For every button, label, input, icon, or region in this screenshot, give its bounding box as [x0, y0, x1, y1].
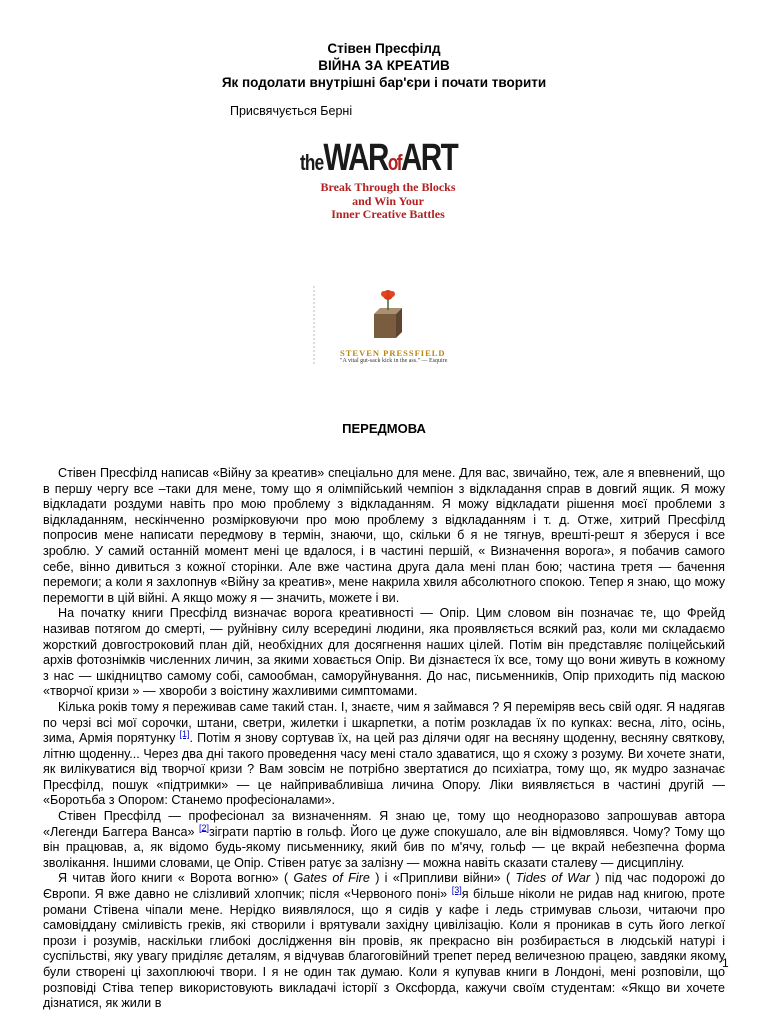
cover-logo: theWARofART [300, 137, 458, 179]
section-heading: ПЕРЕДМОВА [342, 421, 426, 436]
cover-author: STEVEN PRESSFIELD [340, 348, 446, 358]
paragraph: Стівен Пресфілд написав «Війну за креатив» спеціально для мене. Для вас, звичайно, теж, але я впевнений, що в першу чергу все –таки для мене, тому що я олімпійський чемпіон з відкладання справ в довгий ящик. Я можу відкладати роздуми навіть про мою проблему з відкладанням. Я можу відкладати рішення моєї проблеми з відкладанням, нескінченно розмірковуючи про мою проблему з відкладанням і т. д. Отже, хитрий Пресфілд попросив мене написати передмову в термін, знаючи, що, скільки б я не тягнув, врешті-решт я зберуся і все зроблю. У самий останній момент мені це вдалося, і в частині першій, « Визначення ворога», я побачив самого себе, вінно дивиться з кожної сторінки. Але вже частина друга дала мені план бою; частина третя — бачення перемоги; а коли я захлопнув «Війну за креатив», мене накрила хвиля абсолютного спокою. Тепер я знаю, що можу перемогти в цій війні. А якщо можу я — значить, можете і ви. [43, 466, 725, 605]
paragraph: Я читав його книги « Ворота вогню» ( Gates of Fire ) і «Припливи війни» ( Tides of War ) під час подорожі до Європи. Я вже давно не слізливий хлопчик; після «Червоного поні» [3]я більше ніколи не ридав над книгою, проте романи Стівена чіпали мене. Нерідко виявлялося, що я сидів у кафе і ледь стримував сльози, читаючи про самовіддану сміливість греків, які створили і врятували західну цивілізацію. Коли я проникав в суть його легкої прози і розумів, наскільки глибокі дослідження він провів, як прекрасно він розбирається в людській натурі і суспільстві, яку увагу приділяє деталям, я відчував благоговійний трепет перед величезною працею, завдяки якому були створені ці захоплюючі твори. І я не один так думаю. Коли я купував книги в Лондоні, мені розповіли, що розповіді Стіва тепер використовують викладачі історії з Оксфорда, кажучи своїм студентам: «Якщо ви хочете дізнатися, як жили в [43, 871, 726, 1011]
paragraph: Стівен Пресфілд — професіонал за визначенням. Я знаю це, тому що неодноразово запрошував автора «Легенди Баггера Ванса» [2]зіграти партію в гольф. Його це дуже спокушало, але він відмовлявся. Чому? Тому що він працював, а, як відомо будь-якому письменнику, який бив по м'ячу, гольф — це вкрай небезпечна форма зволікання. Іншими словами, це Опір. Стівен ратує за залізну — можна навіть сказати сталеву — дисципліну. [43, 809, 726, 870]
page-number: 1 [722, 956, 729, 970]
cover-image-bottom [312, 286, 472, 372]
cover-tagline: Break Through the Blocks and Win Your Inner Creative Battles [320, 180, 456, 221]
book-subtitle: Як подолати внутрішні бар'єри і почати творити [221, 75, 547, 90]
paragraph: На початку книги Пресфілд визначає ворога креативності — Опір. Цим словом він позначає те, що Фрейд називав потягом до смерті, — руйнівну силу всередині людини, яка проявляється всякий раз, коли ми складаємо жорсткий довгостроковий план дій, необхідних для досягнення наших цілей. Потім він представляє поліцейський архів фотознімків численних личин, за якими ховається Опір. Ви дізнаєтеся їх все, тому що вони живуть в кожному з нас — шкідництво самому собі, самообман, саморуйнування. До нас, письменників, Опір приходить під маскою «творчої кризи » — хвороби з воістину жахливими симптомами. [43, 606, 725, 699]
body-text [43, 466, 725, 1012]
cover-quote: "A vital gut-sack kick in the ass." — Esquire [340, 358, 448, 364]
footnote-link-2[interactable]: [2] [198, 822, 209, 833]
dedication: Присвячується Берні [230, 104, 353, 118]
book-title: ВІЙНА ЗА КРЕАТИВ [318, 58, 450, 73]
cover-image-top [300, 138, 476, 230]
paragraph: Кілька років тому я переживав саме такий стан. І, знаєте, чим я займався ? Я переміряв весь свій одяг. Я надягав по черзі всі мої сорочки, штани, светри, жилетки і шкарпетки, а потім розкладав їх по купках: весна, літо, осінь, зима, Армія порятунку [1]. Потім я знову сортував їх, на цей раз ділячи одяг на весняну щоденну, весняну святкову, літню щоденну... Через два дні такого проведення часу мені стало здаватися, що я схожу з розуму. Ви хочете знати, як вилікуватися від творчої кризи ? Вам зовсім не потрібно звертатися до психіатра, тому що, як мудро зазначає Пресфілд, пошук «підтримки» — це найпривабливіша личина Опору. Ліки виявляється в частині другій — «Боротьба з Опором: Станемо професіоналами». [43, 699, 726, 808]
title-block [0, 40, 768, 91]
book-author: Стівен Пресфілд [327, 41, 441, 56]
footnote-link-1[interactable]: [1] [179, 728, 190, 739]
footnote-link-3[interactable]: [3] [451, 884, 462, 895]
